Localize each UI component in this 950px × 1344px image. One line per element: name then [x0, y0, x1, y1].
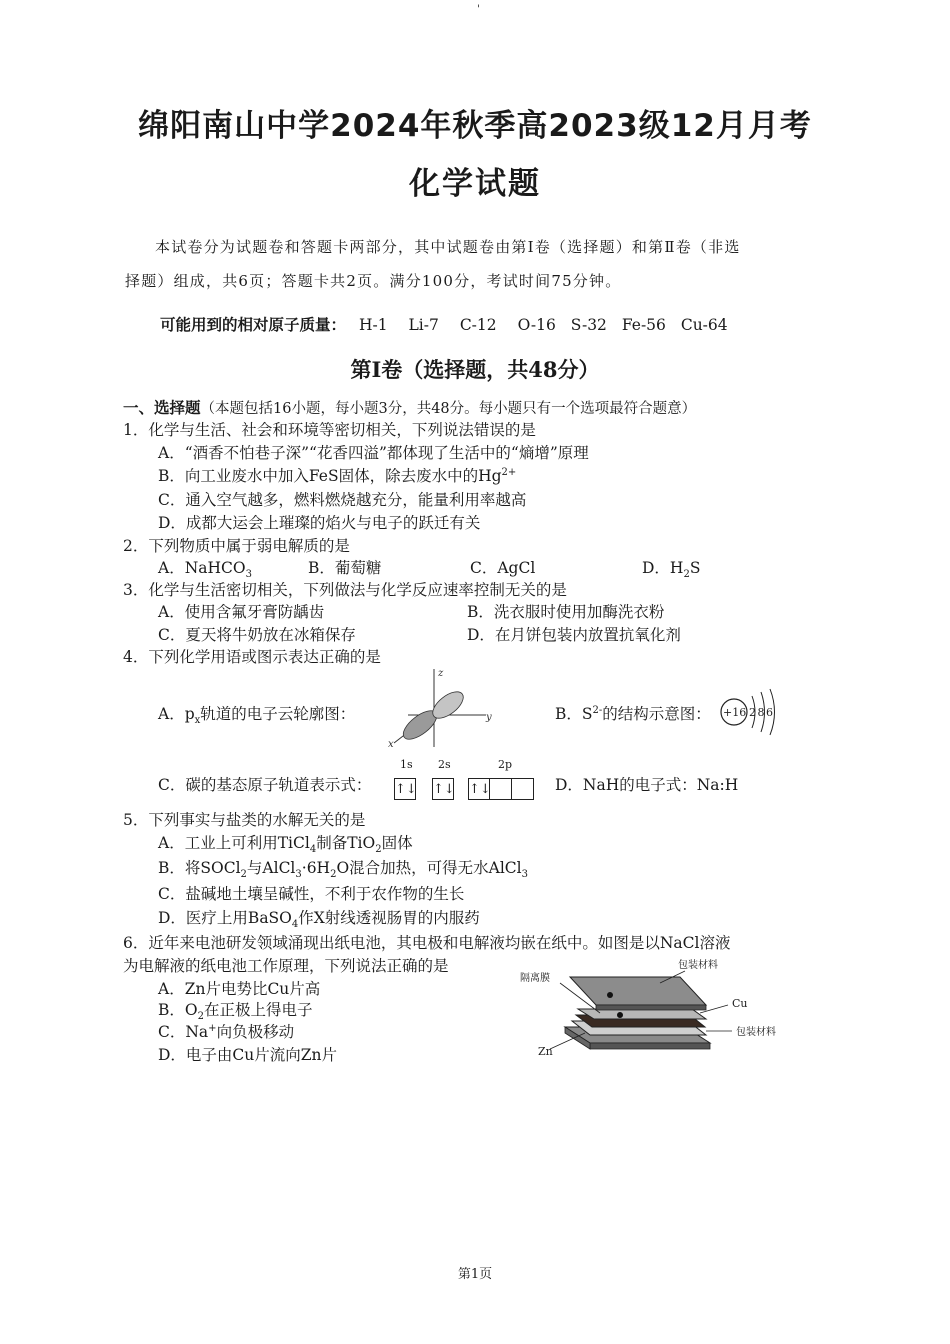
- q4-option-a-post: 轨道的电子云轮廓图：: [200, 705, 356, 723]
- scan-mark: ': [477, 4, 480, 15]
- q6-option-c: [158, 1020, 294, 1042]
- q5-stem: 5．下列事实与盐类的水解无关的是: [123, 811, 366, 829]
- q5-option-b: [158, 856, 528, 880]
- q6-option-a: A．Zn片电势比Cu片高: [158, 980, 321, 998]
- q2-option-d-post: S: [689, 559, 701, 577]
- q5-b-mid2: ·6H: [301, 859, 331, 877]
- q1-option-d: D．成都大运会上璀璨的焰火与电子的跃迁有关: [158, 514, 481, 532]
- part-heading-note: （本题包括16小题，每小题3分，共48分。每小题只有一个选项最符合题意）: [200, 401, 697, 417]
- q5-b-sub1: 2: [240, 869, 247, 881]
- q2-option-a-sub: 3: [245, 569, 252, 581]
- q5-a-sub2: 2: [375, 844, 382, 856]
- sulfide-structure-diagram: [718, 686, 786, 738]
- mass-cu: Cu-64: [680, 316, 728, 334]
- q5-option-c: C．盐碱地土壤呈碱性，不利于农作物的生长: [158, 885, 465, 903]
- fig-membrane-label: 隔离膜: [520, 973, 550, 984]
- q2-option-b: B．葡萄糖: [308, 559, 382, 577]
- exam-title: 绵阳南山中学2024年秋季高2023级12月月考: [138, 108, 812, 144]
- q1-option-b-text: B．向工业废水中加入FeS固体，除去废水中的Hg: [158, 467, 502, 485]
- q5-option-d: [158, 906, 480, 930]
- q5-d-pre: D．医疗上用BaSO: [158, 909, 292, 927]
- q2-option-a: [158, 556, 252, 580]
- q3-option-d: D．在月饼包装内放置抗氧化剂: [467, 626, 681, 644]
- q3-option-c: C．夏天将牛奶放在冰箱保存: [158, 626, 356, 644]
- q3-stem: 3．化学与生活密切相关，下列做法与化学反应速率控制无关的是: [123, 581, 567, 599]
- orbital-2s-label: 2s: [438, 758, 451, 771]
- axis-z-label: z: [438, 668, 444, 679]
- q5-d-sub: 4: [291, 919, 299, 931]
- q4-option-a-sub: x: [194, 715, 201, 727]
- q6-option-d: D．电子由Cu片流向Zn片: [158, 1046, 338, 1064]
- orbital-2p-label: 2p: [498, 758, 513, 771]
- q3-option-a: A．使用含氟牙膏防龋齿: [158, 603, 325, 621]
- fig-zn-label: Zn: [538, 1045, 553, 1058]
- q4-option-b-post: 的结构示意图：: [602, 705, 711, 723]
- q4-option-a: [158, 702, 355, 726]
- axis-y-label: y: [486, 712, 492, 723]
- q5-b-mid3: O混合加热，可得无水AlCl: [336, 859, 522, 877]
- orbital-1s-box: ↑↓: [394, 778, 416, 800]
- exam-subtitle: 化学试题: [409, 166, 541, 202]
- q5-b-sub2: 3: [295, 869, 302, 881]
- q4-option-b-pre: B．S: [555, 705, 593, 723]
- orbital-2s-box: ↑↓: [432, 778, 454, 800]
- q1-stem: 1．化学与生活、社会和环境等密切相关，下列说法错误的是: [123, 421, 536, 439]
- page-number: 第1页: [457, 1267, 493, 1282]
- q2-stem: 2．下列物质中属于弱电解质的是: [123, 537, 350, 555]
- paper-battery-diagram: [510, 955, 800, 1065]
- q6-stem-line-1: 6．近年来电池研发领域涌现出纸电池，其电极和电解液均嵌在纸中。如图是以NaCl溶液: [123, 934, 731, 952]
- q2-option-c: C．AgCl: [470, 559, 536, 577]
- axis-x-label: x: [388, 739, 394, 750]
- mass-li: Li-7: [408, 316, 439, 334]
- mass-o: O-16: [517, 316, 556, 334]
- q1-option-b: [158, 464, 516, 486]
- q5-option-a: [158, 831, 413, 855]
- q6-option-b: [158, 998, 313, 1022]
- q2-option-d: [642, 556, 700, 580]
- q4-option-b-sup: 2-: [592, 704, 603, 716]
- fig-bottom-packaging-label: 包装材料: [736, 1027, 776, 1038]
- q5-b-mid1: 与AlCl: [246, 859, 296, 877]
- orbital-1s-label: 1s: [400, 758, 413, 771]
- q5-b-pre: B．将SOCl: [158, 859, 241, 877]
- q4-option-a-pre: A．p: [158, 705, 195, 723]
- part-heading-label: 一、选择题: [123, 399, 201, 417]
- q6-b-sub: 2: [197, 1011, 204, 1023]
- orbital-2p-box-2: [490, 778, 512, 800]
- q4-option-d: D．NaH的电子式：Na:H: [555, 776, 739, 794]
- mass-c: C-12: [459, 316, 497, 334]
- px-orbital-diagram: [378, 665, 498, 755]
- shell-electrons: 2 8 6: [749, 706, 772, 719]
- q5-b-sub3: 2: [330, 869, 337, 881]
- q6-b-post: 在正极上得电子: [203, 1001, 313, 1019]
- q2-option-d-pre: D．H: [642, 559, 684, 577]
- atomic-masses: [160, 313, 728, 335]
- q1-option-c: C．通入空气越多，燃料燃烧越充分，能量利用率越高: [158, 491, 527, 509]
- fig-cu-label: Cu: [732, 997, 748, 1010]
- q3-option-b: B．洗衣服时使用加酶洗衣粉: [467, 603, 665, 621]
- q4-option-c: C．碳的基态原子轨道表示式：: [158, 776, 372, 794]
- q4-option-b: [555, 702, 711, 724]
- intro-line-2: 择题）组成，共6页；答题卡共2页。满分100分，考试时间75分钟。: [125, 272, 622, 290]
- q2-option-a-text: A．NaHCO: [158, 559, 246, 577]
- q6-c-sup: +: [208, 1022, 217, 1034]
- orbital-2p-box-1: ↑↓: [468, 778, 490, 800]
- section-title: 第Ⅰ卷（选择题，共48分）: [350, 357, 600, 382]
- q4-stem: 4．下列化学用语或图示表达正确的是: [123, 648, 381, 666]
- mass-fe: Fe-56: [621, 316, 666, 334]
- q6-b-pre: B．O: [158, 1001, 198, 1019]
- mass-h: H-1: [358, 316, 388, 334]
- q5-a-mid: 制备TiO: [316, 834, 376, 852]
- q5-d-post: 作X射线透视肠胃的内服药: [298, 909, 480, 927]
- q5-b-sub4: 3: [521, 869, 529, 881]
- q6-c-pre: C．Na: [158, 1023, 209, 1041]
- q5-a-pre: A．工业上可利用TiCl: [158, 834, 310, 852]
- q5-a-sub1: 4: [309, 844, 317, 856]
- fig-top-packaging-label: 包装材料: [678, 960, 718, 971]
- q5-a-post: 固体: [381, 834, 413, 852]
- part-heading: [123, 396, 696, 418]
- q1-option-b-sup: 2+: [501, 466, 517, 478]
- q2-option-d-sub: 2: [683, 569, 690, 581]
- q1-option-a: A．“酒香不怕巷子深”“花香四溢”都体现了生活中的“熵增”原理: [158, 444, 589, 462]
- orbital-2p-box-3: [512, 778, 534, 800]
- atomic-masses-label: 可能用到的相对原子质量：: [160, 316, 347, 334]
- nucleus-charge: +16: [723, 706, 747, 719]
- mass-s: S-32: [570, 316, 607, 334]
- q6-c-post: 向负极移动: [216, 1023, 295, 1041]
- intro-line-1: 本试卷分为试题卷和答题卡两部分，其中试题卷由第Ⅰ卷（选择题）和第Ⅱ卷（非选: [155, 238, 741, 256]
- q6-stem-line-2: 为电解液的纸电池工作原理，下列说法正确的是: [123, 957, 449, 975]
